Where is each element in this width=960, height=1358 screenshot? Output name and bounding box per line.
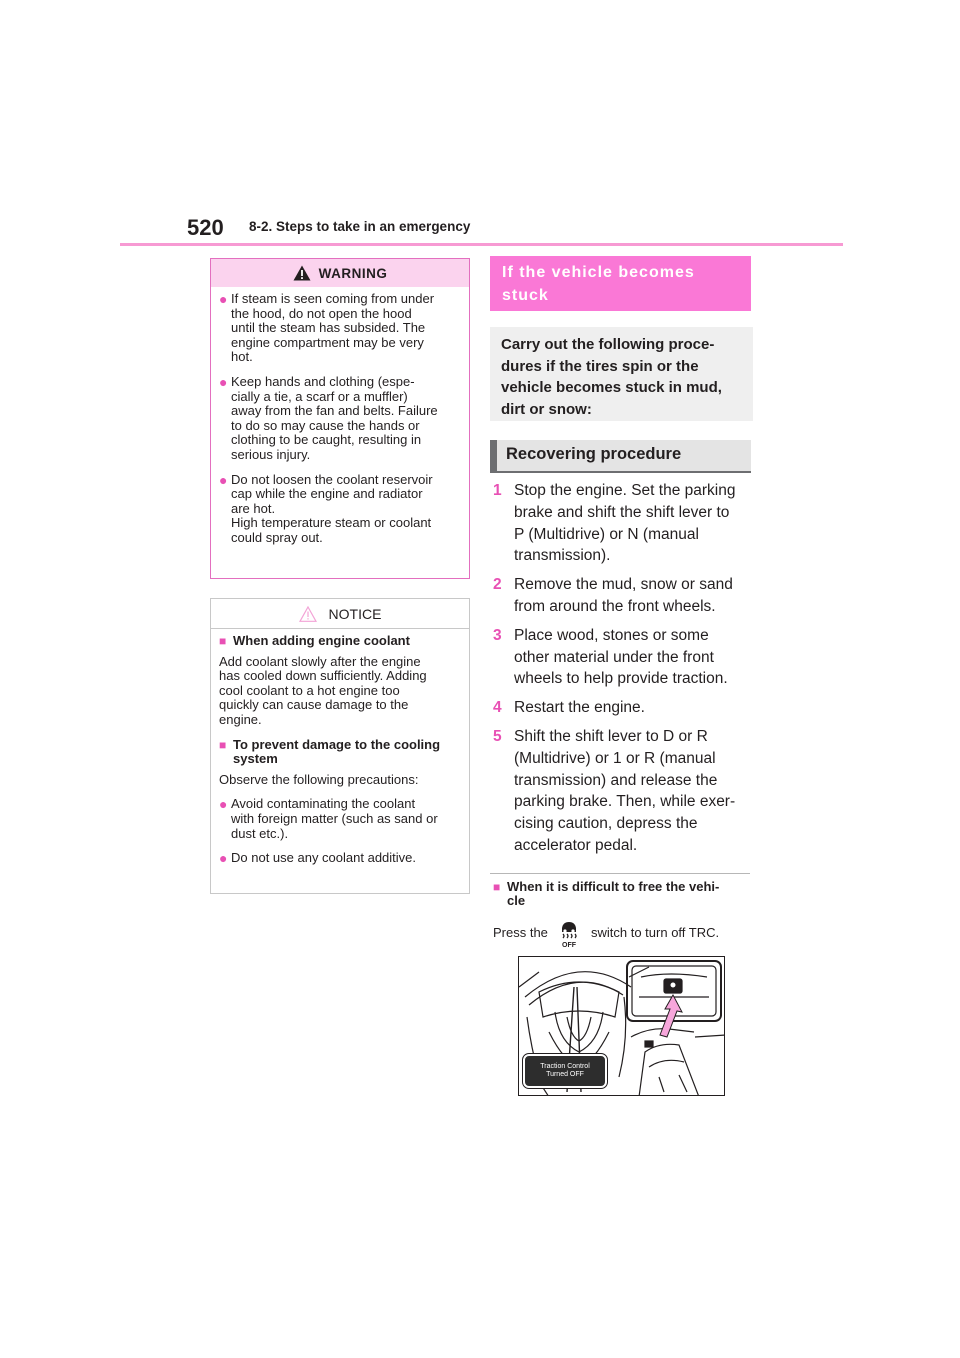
header-divider <box>120 243 843 246</box>
topic-banner-title: If the vehicle becomes stuck <box>502 264 695 304</box>
step-text: Shift the shift lever to D or R (Multidrive) or 1 or R (manual transmission) and release the parking brake. Then, while exer- cising caution, depress the accelerator pedal. <box>514 727 736 854</box>
press-text-before: Press the <box>493 925 548 940</box>
free-vehicle-heading <box>493 880 753 908</box>
trc-off-switch-icon <box>557 918 581 948</box>
press-text-after: switch to turn off TRC. <box>591 925 720 940</box>
step-text: Restart the engine. <box>514 699 645 717</box>
warning-item <box>219 375 459 463</box>
step-number: 2 <box>493 576 502 594</box>
notice-heading-text: When adding engine coolant <box>233 633 410 648</box>
procedure-step <box>490 480 760 567</box>
warning-box <box>210 258 470 579</box>
trc-icon-label: OFF <box>562 942 576 948</box>
notice-heading-text: To prevent damage to the cooling system <box>233 736 441 767</box>
caution-triangle-icon <box>299 606 317 622</box>
traction-message-line2: Turned OFF <box>546 1071 584 1078</box>
notice-paragraph: Observe the following precautions: <box>219 771 419 787</box>
warning-item <box>219 473 459 546</box>
traction-message-line1: Traction Control <box>540 1063 590 1070</box>
procedure-step <box>490 625 760 690</box>
warning-triangle-icon <box>293 265 311 281</box>
dashboard-illustration <box>518 956 725 1096</box>
press-trc-instruction <box>493 918 758 948</box>
square-bullet-icon: ■ <box>493 880 501 894</box>
topic-banner <box>490 256 751 311</box>
warning-list <box>211 287 469 546</box>
warning-item-text: Do not loosen the coolant reservoir cap while the engine and radiator are hot. High temperature steam or coolant could spray out. <box>231 471 433 545</box>
notice-item <box>219 851 459 866</box>
warning-item-text: Keep hands and clothing (espe- cially a tie, a scarf or a muffler) away from the fan and belts. Failure to do so may cause the hands or clothing to be caught, resulting in serious injury. <box>231 373 438 462</box>
notice-item <box>219 797 459 841</box>
notice-item-text: Do not use any coolant additive. <box>231 850 417 866</box>
step-text: Place wood, stones or some other material under the front wheels to help provide traction. <box>514 626 728 688</box>
bullet-icon: ● <box>219 471 228 488</box>
procedure-heading <box>490 440 751 473</box>
bullet-icon: ● <box>219 373 228 390</box>
notice-section-heading <box>219 634 459 649</box>
notice-box <box>210 598 470 894</box>
step-number: 5 <box>493 727 502 745</box>
section-title: 8-2. Steps to take in an emergency <box>249 219 471 234</box>
step-text: Remove the mud, snow or sand from around the front wheels. <box>514 576 733 615</box>
page-number: 520 <box>187 215 224 240</box>
notice-title: NOTICE <box>328 605 382 622</box>
intro-text: Carry out the following proce- dures if the tires spin or the vehicle becomes stuck in mud, dirt or snow: <box>501 336 722 418</box>
square-bullet-icon: ■ <box>219 634 227 648</box>
bullet-icon: ● <box>219 796 228 813</box>
free-vehicle-heading-text: When it is difficult to free the vehi- cle <box>507 879 720 908</box>
warning-item <box>219 292 459 365</box>
notice-item-text: Avoid contaminating the coolant with foreign matter (such as sand or dust etc.). <box>231 796 438 841</box>
bullet-icon: ● <box>219 850 228 867</box>
bullet-icon: ● <box>219 291 228 307</box>
notice-section-heading <box>219 738 459 767</box>
notice-body <box>211 629 469 866</box>
procedure-step <box>490 697 760 719</box>
step-number: 1 <box>493 482 502 499</box>
step-text: Stop the engine. Set the parking brake and shift the shift lever to P (Multidrive) or N (manual transmission). <box>514 482 736 565</box>
warning-item-text: If steam is seen coming from under the hood, do not open the hood until the steam has subsided. The engine compartment may be very hot. <box>231 291 435 365</box>
warning-title: WARNING <box>318 265 388 281</box>
page-header <box>0 0 960 250</box>
traction-control-message <box>523 1054 607 1088</box>
intro-box <box>490 327 753 421</box>
square-bullet-icon: ■ <box>219 737 227 752</box>
section-divider <box>490 873 750 874</box>
procedure-heading-text: Recovering procedure <box>506 445 682 463</box>
step-number: 3 <box>493 626 502 644</box>
notice-header <box>211 599 469 629</box>
procedure-step <box>490 574 760 618</box>
procedure-step <box>490 726 760 857</box>
warning-header <box>211 259 469 287</box>
step-number: 4 <box>493 699 502 717</box>
notice-paragraph: Add coolant slowly after the engine has cooled down sufficiently. Adding cool coolant to a hot engine too quickly can cause damage to the engine. <box>219 653 427 727</box>
procedure-steps <box>490 480 760 864</box>
